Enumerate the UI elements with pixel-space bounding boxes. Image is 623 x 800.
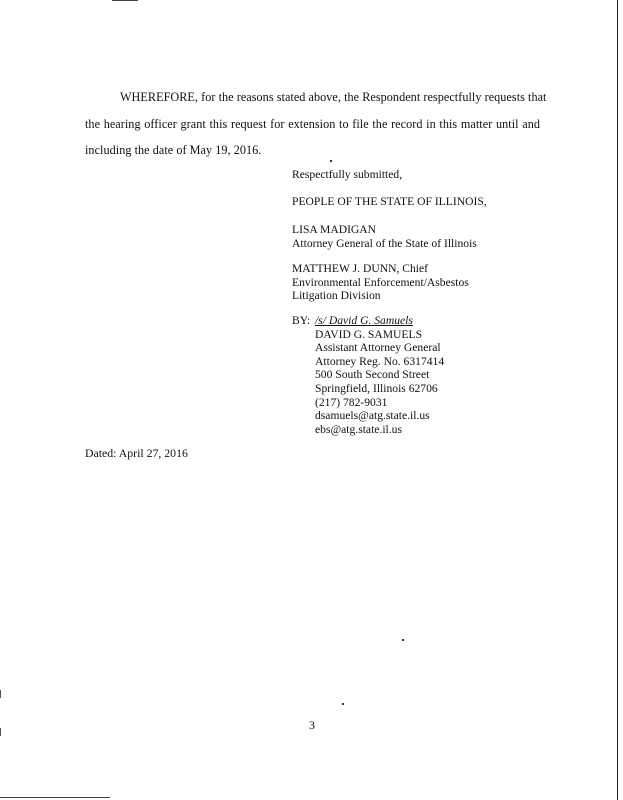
page-edge-line [617,0,618,800]
address-line-1: 500 South Second Street [315,368,430,382]
attorney-reg-number: Attorney Reg. No. 6317414 [315,354,445,368]
scan-speck [402,639,404,641]
paragraph-line-2: the hearing officer grant this request for extension to file the record in this matter until and [85,117,540,131]
signature-party [292,195,487,209]
scan-speck [342,703,344,705]
ag-title: Attorney General of the State of Illinois [292,236,477,250]
attorney-name: DAVID G. SAMUELS [315,327,423,341]
scan-mark-bottom [0,797,110,798]
paragraph-line-3: including the date of May 19, 2016. [85,143,262,157]
attorney-general-block [292,223,477,250]
party-name: PEOPLE OF THE STATE OF ILLINOIS, [292,195,487,208]
email-address-2: ebs@atg.state.il.us [315,422,402,436]
by-label: BY: [292,314,311,327]
division-chief-block [292,262,469,303]
by-row [292,314,444,328]
attorney-signature-block [292,314,444,436]
signature-closing [292,168,402,182]
chief-division-line-2: Litigation Division [292,289,381,303]
scan-mark-left [0,690,1,698]
chief-division-line-1: Environmental Enforcement/Asbestos [292,275,469,289]
closing-text: Respectfully submitted, [292,168,403,181]
ag-name: LISA MADIGAN [292,223,377,236]
electronic-signature: /s/ David G. Samuels [315,314,413,327]
attorney-title: Assistant Attorney General [315,341,441,355]
scan-mark-top [112,0,138,1]
chief-name: MATTHEW J. DUNN, Chief [292,262,428,275]
dated-line: Dated: April 27, 2016 [85,446,188,460]
phone-number: (217) 782-9031 [315,395,388,409]
scan-speck [330,160,332,162]
paragraph-line-1: WHEREFORE, for the reasons stated above, the Respondent respectfully requests that [120,90,547,104]
email-address-1: dsamuels@atg.state.il.us [315,409,430,423]
page-number: 3 [309,718,315,732]
address-line-2: Springfield, Illinois 62706 [315,381,438,395]
scan-mark-left [0,728,1,736]
